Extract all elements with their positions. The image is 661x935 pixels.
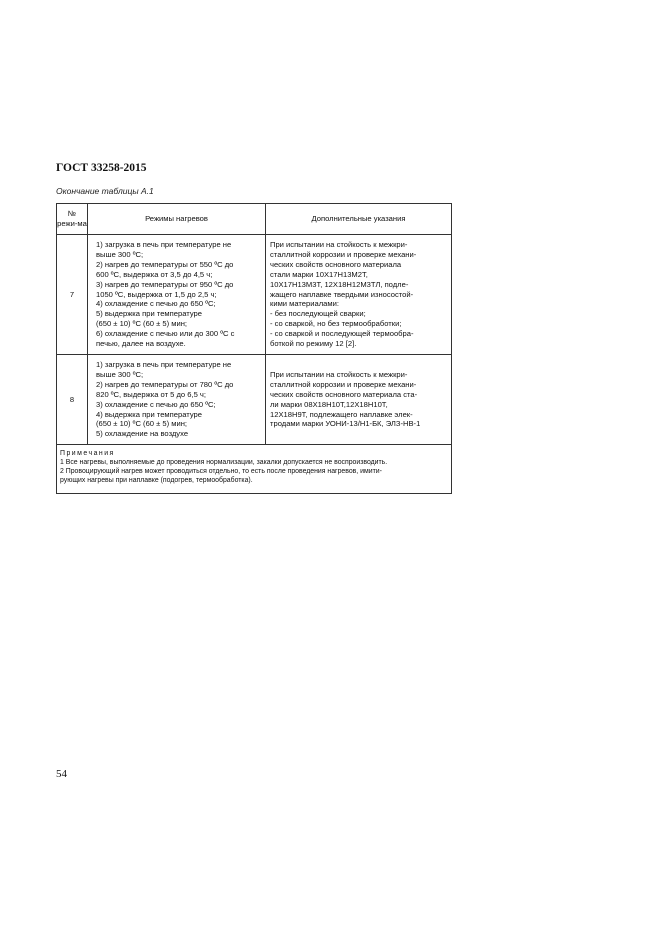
text-line: тродами марки УОНИ-13/Н1-БК, ЭЛЗ-НВ-1 [270, 419, 421, 429]
text-line: ческих свойств основного материала ста- [270, 389, 418, 399]
text-line: 2) нагрев до температуры от 780 ºС до [96, 379, 234, 389]
text-line: 2) нагрев до температуры от 550 ºС до [96, 259, 234, 269]
text-line: 600 ºС, выдержка от 3,5 до 4,5 ч; [96, 269, 213, 279]
text-line: сталлитной коррозии и проверке механи- [270, 249, 417, 259]
table-caption: Окончание таблицы А.1 [56, 186, 154, 196]
text-line: жащего наплавке твердыми износостой- [270, 289, 414, 299]
text-line: выше 300 ºС; [96, 369, 144, 379]
text-line: При испытании на стойкость к межкри- [270, 240, 408, 249]
text-line: 1) загрузка в печь при температуре не [96, 240, 232, 249]
heating-steps [88, 235, 266, 355]
table-row-mode-7 [57, 235, 452, 355]
mode-number: 8 [57, 354, 88, 444]
column-header-additional-instructions: Дополнительные указания [266, 204, 452, 235]
text-line: 3) нагрев до температуры от 950 ºС до [96, 279, 234, 289]
text-line: - со сваркой, но без термообработки; [270, 319, 402, 329]
text-line: боткой по режиму 12 [2]. [270, 339, 357, 349]
text-line: печью, далее на воздухе. [96, 339, 186, 349]
heating-modes-table [56, 203, 452, 494]
mode-number: 7 [57, 235, 88, 355]
table-row-mode-8 [57, 354, 452, 444]
footnotes [57, 445, 452, 494]
text-line: 820 ºС, выдержка от 5 до 6,5 ч; [96, 389, 207, 399]
text-line: 6) охлаждение с печью или до 300 ºС с [96, 329, 235, 339]
text-line: ческих свойств основного материала [270, 259, 402, 269]
table-header-row [57, 204, 452, 235]
page-number: 54 [56, 768, 67, 780]
text-line: - без последующей сварки; [270, 309, 366, 319]
footnotes-title: Примечания [60, 450, 115, 458]
text-line: стали марки 10Х17Н13М2Т, [270, 269, 368, 279]
text-line: (650 ± 10) ºС (60 ± 5) мин; [96, 419, 188, 429]
text-line: 3) охлаждение с печью до 650 ºС; [96, 399, 216, 409]
footnote-list [60, 459, 448, 486]
text-line: 5) охлаждение на воздухе [96, 429, 189, 439]
text-line: сталлитной коррозии и проверке механи- [270, 379, 417, 389]
additional-instructions [266, 354, 452, 444]
text-line: рующих нагревы при наплавке (подогрев, термообработка). [60, 476, 253, 484]
table-footnotes-row [57, 445, 452, 494]
text-line: (650 ± 10) ºС (60 ± 5) мин; [96, 319, 188, 329]
text-line: 1 Все нагревы, выполняемые до проведения нормализации, закалки допускается не воспроизводить. [60, 459, 388, 467]
text-line: выше 300 ºС; [96, 249, 144, 259]
text-line: 4) охлаждение с печью до 650 ºС; [96, 299, 216, 309]
text-line: При испытании на стойкость к межкри- [270, 369, 408, 379]
additional-instructions [266, 235, 452, 355]
heating-steps [88, 354, 266, 444]
text-line: 2 Провоцирующий нагрев может проводиться отдельно, то есть после проведения нагревов, имити- [60, 468, 382, 476]
column-header-heating-modes: Режимы нагревов [88, 204, 266, 235]
text-line: ли марки 08Х18Н10Т,12Х18Н10Т, [270, 399, 388, 409]
text-line: кими материалами: [270, 299, 339, 309]
document-code: ГОСТ 33258-2015 [56, 162, 147, 174]
text-line: 10Х17Н13М3Т, 12Х18Н12М3ТЛ, подле- [270, 279, 409, 289]
text-line: 1) загрузка в печь при температуре не [96, 359, 232, 369]
column-header-mode-number: № режи-ма [57, 204, 88, 235]
text-line: 4) выдержка при температуре [96, 409, 202, 419]
text-line: 12Х18Н9Т, подлежащего наплавке элек- [270, 409, 413, 419]
text-line: 1050 ºС, выдержка от 1,5 до 2,5 ч; [96, 289, 217, 299]
text-line: 5) выдержка при температуре [96, 309, 202, 319]
text-line: - со сваркой и последующей термообра- [270, 329, 414, 339]
